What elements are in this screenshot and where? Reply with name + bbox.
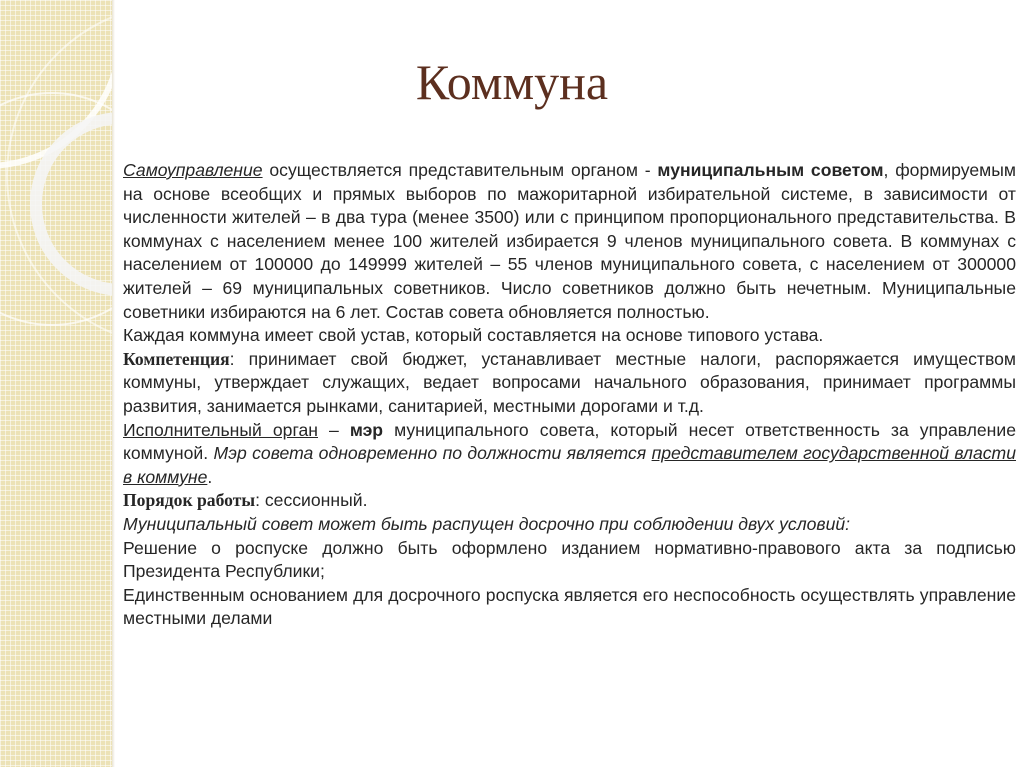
term-competence: Компетенция	[123, 348, 230, 369]
bold-mayor: мэр	[349, 419, 384, 440]
decorative-side-band	[0, 0, 112, 767]
paragraph-competence: Компетенция: принимает свой бюджет, устанавливает местные налоги, распоряжается имуществом коммуны, утверждает служащих, ведает вопросами начального образования, принимает программы развития, занимается рынками, санитарией, местными дорогами и т.д.	[123, 348, 1016, 416]
bold-municipal-council: муниципальным советом	[657, 160, 884, 180]
paragraph-charter: Каждая коммуна имеет свой устав, который составляется на основе типового устава.	[123, 325, 824, 346]
slide-body	[123, 159, 1016, 631]
paragraph-executive: Исполнительный орган – мэр муниципального совета, который несет ответственность за управление коммуной. Мэр совета одновременно по должности является представителем государственной власти в коммуне.	[123, 419, 1016, 487]
paragraph-condition-1: Решение о роспуске должно быть оформлено изданием нормативно-правового акта за подписью Президента Республики;	[123, 537, 1016, 582]
paragraph-dissolution: Муниципальный совет может быть распущен досрочно при соблюдении двух условий:	[123, 513, 851, 534]
band-edge-shadow	[112, 0, 115, 767]
term-procedure: Порядок работы	[123, 490, 256, 511]
term-self-government: Самоуправление	[123, 160, 263, 180]
paragraph-condition-2: Единственным основанием для досрочного роспуска является его неспособность осуществлять управление местными делами	[123, 584, 1016, 629]
paragraph-procedure: Порядок работы: сессионный.	[123, 490, 368, 511]
paragraph-self-government: Самоуправление осуществляется представительным органом - муниципальным советом, формируемым на основе всеобщих и прямых выборов по мажоритарной избирательной системе, в зависимости от численности жителей – в два тура (менее 3500) или с принципом пропорционального представительства. В коммунах с населением менее 100 жителей избирается 9 членов муниципального совета. В коммунах с населением от 100000 до 149999 жителей – 55 членов муниципального совета, с населением от 300000 жителей – 69 муниципальных советников. Число советников должно быть нечетным. Муниципальные советники избираются на 6 лет. Состав совета обновляется полностью.	[123, 160, 1016, 322]
slide-title: Коммуна	[415, 54, 609, 110]
term-executive: Исполнительный орган	[123, 419, 318, 440]
